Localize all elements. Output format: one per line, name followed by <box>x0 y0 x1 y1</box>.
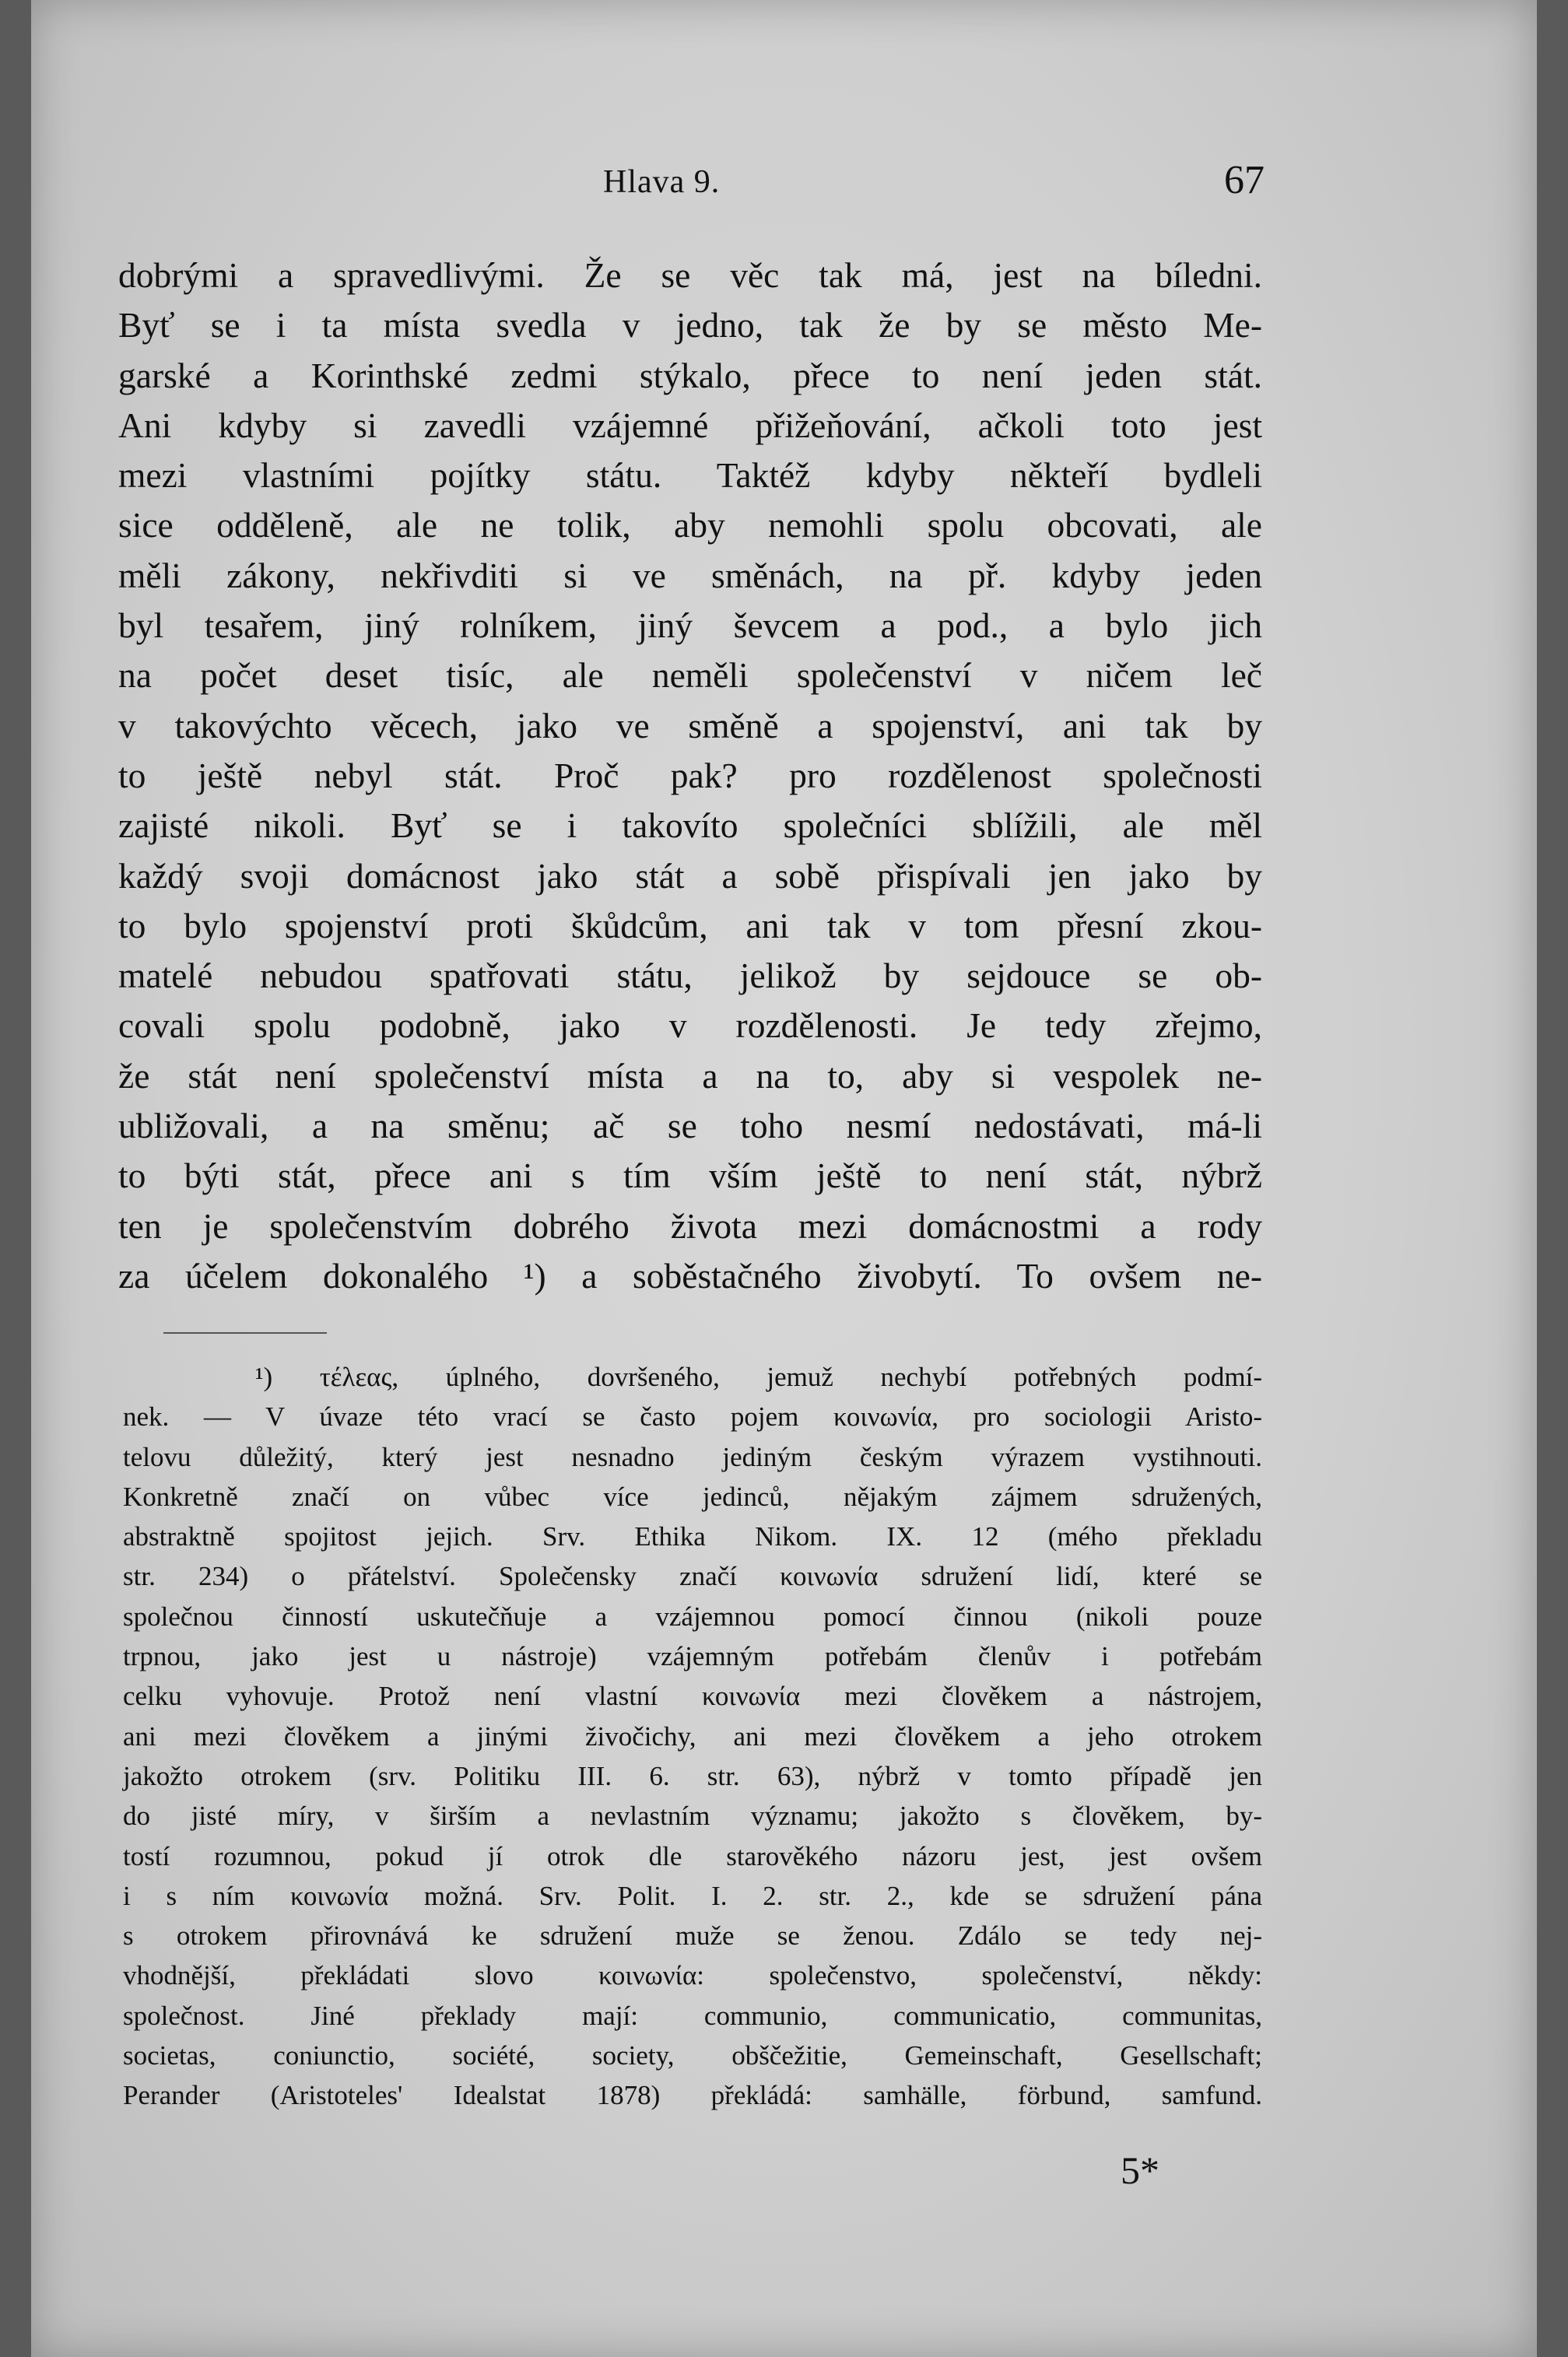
footnote-divider <box>163 1332 327 1334</box>
footnote-line: do jisté míry, v širším a nevlastním významu; jakožto s člověkem, by- <box>123 1801 1262 1832</box>
text-line: byl tesařem, jiný rolníkem, jiný ševcem a pod., a bylo jich <box>118 605 1262 646</box>
text-line: ten je společenstvím dobrého života mezi domácnostmi a rody <box>118 1205 1262 1246</box>
text-line: sice odděleně, ale ne tolik, aby nemohli spolu obcovati, ale <box>118 505 1262 545</box>
text-line: matelé nebudou spatřovati státu, jelikož by sejdouce se ob- <box>118 956 1262 996</box>
footnote-line: i s ním κοινωνία možná. Srv. Polit. I. 2. str. 2., kde se sdružení pána <box>123 1880 1262 1911</box>
text-line: to býti stát, přece ani s tím vším ještě to není stát, nýbrž <box>118 1156 1262 1196</box>
running-head: Hlava 9. <box>603 164 721 200</box>
text-line: zajisté nikoli. Byť se i takovíto společníci sblížili, ale měl <box>118 805 1262 846</box>
footnote-line: ¹) τέλεας, úplného, dovršeného, jemuž nechybí potřebných podmí- <box>255 1362 1262 1392</box>
footnote-line: societas, coniunctio, société, society, obščežitie, Gemeinschaft, Gesellschaft; <box>123 2040 1262 2071</box>
text-line: každý svoji domácnost jako stát a sobě přispívali jen jako by <box>118 855 1262 896</box>
footnote-line: vhodnější, překládati slovo κοινωνία: společenstvo, společenství, někdy: <box>123 1960 1262 1991</box>
text-line: měli zákony, nekřivditi si ve směnách, na př. kdyby jeden <box>118 555 1262 595</box>
footnote-line: tostí rozumnou, pokud jí otrok dle starověkého názoru jest, jest ovšem <box>123 1840 1262 1871</box>
footnote-line: Konkretně značí on vůbec více jedinců, nějakým zájmem sdružených, <box>123 1481 1262 1512</box>
text-line: Byť se i ta místa svedla v jedno, tak že by se město Me- <box>118 305 1262 345</box>
footnote-line: celku vyhovuje. Protož není vlastní κοινωνία mezi člověkem a nástrojem, <box>123 1681 1262 1712</box>
footnote-line: společnou činností uskutečňuje a vzájemnou pomocí činnou (nikoli pouze <box>123 1601 1262 1632</box>
text-line: covali spolu podobně, jako v rozdělenosti. Je tedy zřejmo, <box>118 1005 1262 1046</box>
footnote-line: telovu důležitý, který jest nesnadno jediným českým výrazem vystihnouti. <box>123 1441 1262 1472</box>
footnote-line: str. 234) o přátelství. Společensky značí κοινωνία sdružení lidí, které se <box>123 1561 1262 1592</box>
book-page <box>31 0 1537 2357</box>
footnotes <box>123 1357 1262 2116</box>
text-line: mezi vlastními pojítky státu. Taktéž kdyby někteří bydleli <box>118 455 1262 496</box>
footnote-line: nek. — V úvaze této vrací se často pojem κοινωνία, pro sociologii Aristo- <box>123 1401 1262 1433</box>
footnote-line: jakožto otrokem (srv. Politiku III. 6. str. 63), nýbrž v tomto případě jen <box>123 1760 1262 1791</box>
text-line: že stát není společenství místa a na to, aby si vespolek ne- <box>118 1055 1262 1096</box>
footnote-line: ani mezi člověkem a jinými živočichy, ani mezi člověkem a jeho otrokem <box>123 1720 1262 1752</box>
footnote-line: trpnou, jako jest u nástroje) vzájemným potřebám členův i potřebám <box>123 1641 1262 1672</box>
main-text <box>118 251 1262 1301</box>
text-line: to ještě nebyl stát. Proč pak? pro rozdělenost společnosti <box>118 755 1262 795</box>
signature-mark: 5* <box>1121 2148 1159 2192</box>
page-number: 67 <box>1224 158 1265 202</box>
text-line: Ani kdyby si zavedli vzájemné přižeňování, ačkoli toto jest <box>118 405 1262 445</box>
text-line: garské a Korinthské zedmi stýkalo, přece to není jeden stát. <box>118 355 1262 395</box>
footnote-line: společnost. Jiné překlady mají: communio, communicatio, communitas, <box>123 2000 1262 2031</box>
text-line: to bylo spojenství proti škůdcům, ani tak v tom přesní zkou- <box>118 905 1262 945</box>
text-line: dobrými a spravedlivými. Že se věc tak má, jest na bíledni. <box>118 255 1262 295</box>
footnote-line: s otrokem přirovnává ke sdružení muže se ženou. Zdálo se tedy nej- <box>123 1920 1262 1952</box>
footnote-line: abstraktně spojitost jejich. Srv. Ethika Nikom. IX. 12 (mého překladu <box>123 1521 1262 1552</box>
text-line: za účelem dokonalého ¹) a soběstačného živobytí. To ovšem ne- <box>118 1255 1262 1296</box>
page-header <box>31 158 1537 210</box>
footnote-line: Perander (Aristoteles' Idealstat 1878) překládá: samhälle, förbund, samfund. <box>123 2080 1262 2111</box>
text-line: ubližovali, a na směnu; ač se toho nesmí nedostávati, má-li <box>118 1106 1262 1146</box>
text-line: v takovýchto věcech, jako ve směně a spojenství, ani tak by <box>118 705 1262 745</box>
text-line: na počet deset tisíc, ale neměli společenství v ničem leč <box>118 655 1262 696</box>
